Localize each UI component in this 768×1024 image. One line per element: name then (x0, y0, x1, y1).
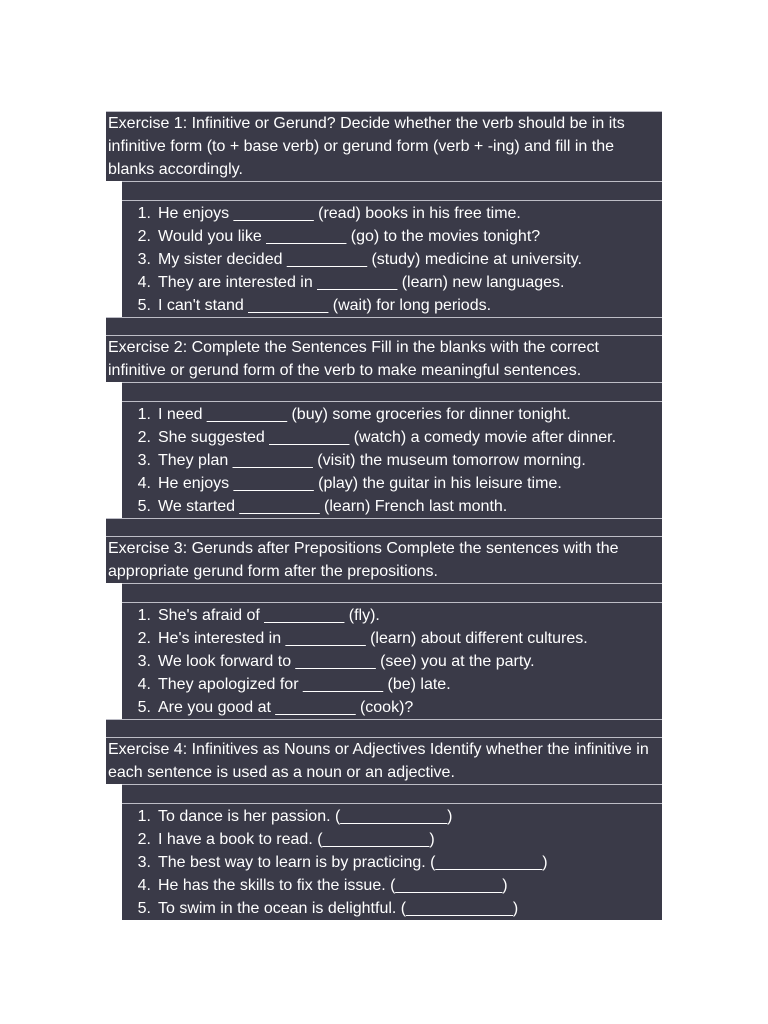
item-number: 5. (137, 498, 151, 515)
item-text: We look forward to _________ (see) you at the party. (158, 653, 535, 670)
item-number: 4. (137, 274, 151, 291)
item-text: He enjoys _________ (play) the guitar in his leisure time. (158, 475, 562, 492)
item-text: He enjoys _________ (read) books in his free time. (158, 205, 521, 222)
item-text: I need _________ (buy) some groceries for dinner tonight. (158, 406, 571, 423)
list-item (122, 426, 662, 449)
list-item (122, 202, 662, 225)
list-item (122, 271, 662, 294)
list-item (122, 403, 662, 426)
section-divider (106, 317, 662, 335)
item-number: 3. (137, 653, 151, 670)
item-number: 1. (137, 808, 151, 825)
item-text: He's interested in _________ (learn) about different cultures. (158, 630, 588, 647)
exercise-3-title: Exercise 3: Gerunds after Prepositions Complete the sentences with the appropriate gerund form after the prepositions. (106, 536, 662, 583)
exercise-1-title: Exercise 1: Infinitive or Gerund? Decide whether the verb should be in its infinitive form (to + base verb) or gerund form (verb + -ing) and fill in the blanks accordingly. (106, 111, 662, 181)
item-text: Are you good at _________ (cook)? (158, 699, 414, 716)
item-text: He has the skills to fix the issue. (____________) (158, 877, 508, 894)
item-number: 3. (137, 452, 151, 469)
exercise-2-title: Exercise 2: Complete the Sentences Fill in the blanks with the correct infinitive or gerund form of the verb to make meaningful sentences. (106, 335, 662, 382)
list-item (122, 294, 662, 317)
item-number: 2. (137, 228, 151, 245)
item-number: 1. (137, 205, 151, 222)
exercise-3-spacer (122, 583, 662, 602)
item-text: They apologized for _________ (be) late. (158, 676, 451, 693)
item-number: 2. (137, 630, 151, 647)
exercise-4-title: Exercise 4: Infinitives as Nouns or Adjectives Identify whether the infinitive in each sentence is used as a noun or an adjective. (106, 737, 662, 784)
item-text: We started _________ (learn) French last month. (158, 498, 508, 515)
item-number: 5. (137, 900, 151, 917)
worksheet (106, 111, 662, 920)
item-number: 3. (137, 854, 151, 871)
item-number: 4. (137, 475, 151, 492)
item-number: 2. (137, 831, 151, 848)
list-item (122, 495, 662, 518)
list-item (122, 650, 662, 673)
exercise-2-list (122, 401, 662, 518)
item-text: She's afraid of _________ (fly). (158, 607, 380, 624)
exercise-1-list (122, 200, 662, 317)
list-item (122, 449, 662, 472)
exercise-1-spacer (122, 181, 662, 200)
item-text: My sister decided _________ (study) medicine at university. (158, 251, 582, 268)
item-text: She suggested _________ (watch) a comedy movie after dinner. (158, 429, 617, 446)
item-number: 3. (137, 251, 151, 268)
item-text: I have a book to read. (____________) (158, 831, 435, 848)
list-item (122, 248, 662, 271)
item-number: 5. (137, 297, 151, 314)
section-divider (106, 518, 662, 536)
item-text: To dance is her passion. (____________) (158, 808, 453, 825)
list-item (122, 604, 662, 627)
item-text: Would you like _________ (go) to the movies tonight? (158, 228, 541, 245)
list-item (122, 851, 662, 874)
item-text: I can't stand _________ (wait) for long periods. (158, 297, 492, 314)
list-item (122, 874, 662, 897)
item-number: 2. (137, 429, 151, 446)
list-item (122, 828, 662, 851)
exercise-4-spacer (122, 784, 662, 803)
list-item (122, 225, 662, 248)
list-item (122, 897, 662, 920)
list-item (122, 696, 662, 719)
list-item (122, 673, 662, 696)
item-text: They plan _________ (visit) the museum tomorrow morning. (158, 452, 586, 469)
exercise-2-spacer (122, 382, 662, 401)
item-number: 1. (137, 607, 151, 624)
section-divider (106, 719, 662, 737)
list-item (122, 627, 662, 650)
exercise-4-list (122, 803, 662, 920)
item-text: They are interested in _________ (learn) new languages. (158, 274, 565, 291)
item-number: 5. (137, 699, 151, 716)
item-number: 1. (137, 406, 151, 423)
item-number: 4. (137, 676, 151, 693)
item-text: To swim in the ocean is delightful. (____________) (158, 900, 519, 917)
list-item (122, 805, 662, 828)
list-item (122, 472, 662, 495)
item-number: 4. (137, 877, 151, 894)
exercise-3-list (122, 602, 662, 719)
item-text: The best way to learn is by practicing. (____________) (158, 854, 548, 871)
